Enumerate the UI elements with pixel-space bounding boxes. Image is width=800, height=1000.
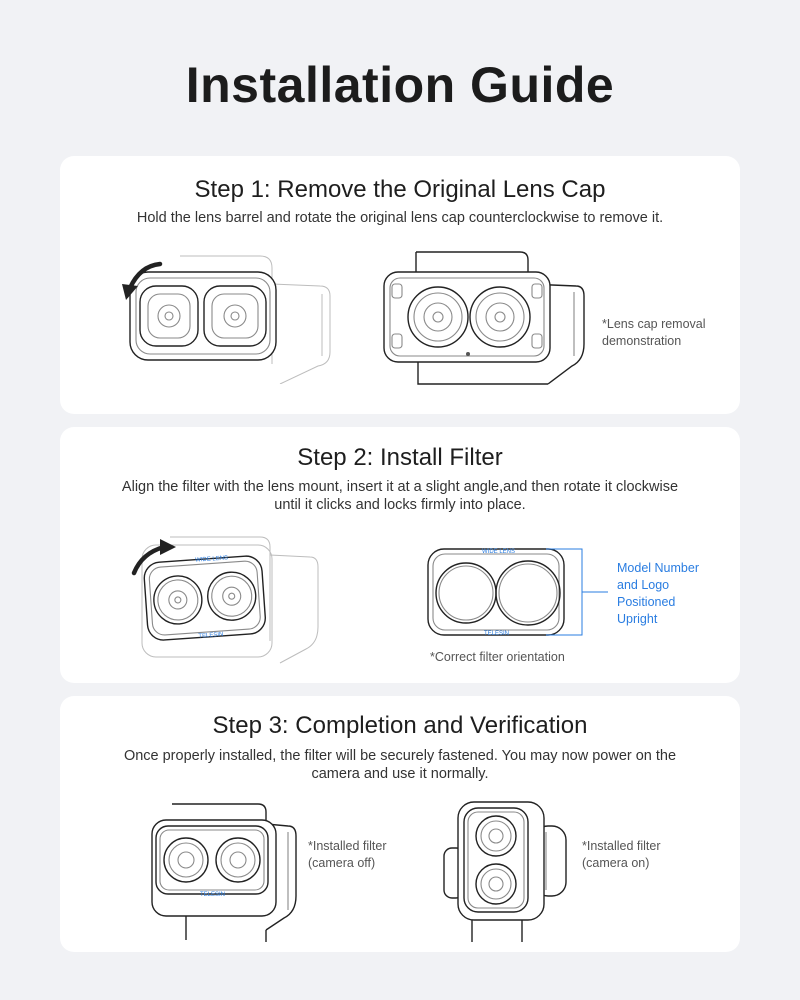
installed-off-bottom-label: TELESIN — [200, 892, 226, 898]
note-on-line-1: *Installed filter — [582, 839, 661, 853]
step-3-note-on — [582, 838, 661, 872]
note-off-line-2: (camera off) — [308, 856, 376, 870]
step-2-description: Align the filter with the lens mount, insert it at a slight angle,and then rotate it clockwise until it clicks and locks firmly into place. — [121, 479, 679, 513]
camera-lens-exposed-illustration — [378, 244, 588, 389]
filter-face-bottom-label: TELESIN — [484, 631, 510, 637]
filter-top-label: WIDE LENS — [194, 555, 229, 564]
filter-orientation-illustration — [426, 545, 646, 641]
step-1-note-line-2: demonstration — [602, 334, 682, 348]
filter-face-top-label: WIDE LENS — [482, 549, 516, 555]
note-on-line-2: (camera on) — [582, 856, 650, 870]
callout-line-3: Positioned — [617, 595, 676, 609]
installed-filter-off-illustration — [146, 800, 306, 950]
filter-orientation-callout — [617, 560, 699, 628]
lens-cap-camera-illustration — [110, 244, 340, 384]
callout-line-4: Upright — [617, 612, 658, 626]
step-1-description: Hold the lens barrel and rotate the original lens cap counterclockwise to remove it. — [136, 210, 664, 226]
step-3-description: Once properly installed, the filter will be securely fastened. You may now power on the camera and use it normally. — [123, 748, 677, 782]
filter-bottom-label: TELESIN — [198, 631, 224, 640]
installed-filter-on-illustration — [442, 798, 572, 948]
step-3-note-off — [308, 838, 387, 872]
step-2-title: Step 2: Install Filter — [297, 444, 503, 471]
callout-line-1: Model Number — [617, 561, 699, 575]
step-3-card — [60, 696, 740, 952]
step-1-note — [602, 316, 706, 350]
step-1-note-line-1: *Lens cap removal — [602, 317, 706, 331]
note-off-line-1: *Installed filter — [308, 839, 387, 853]
step-2-card — [60, 427, 740, 683]
filter-install-illustration — [120, 531, 330, 666]
step-1-title: Step 1: Remove the Original Lens Cap — [194, 176, 606, 203]
callout-line-2: and Logo — [617, 578, 670, 592]
step-3-title: Step 3: Completion and Verification — [212, 712, 588, 739]
step-2-note: *Correct filter orientation — [430, 650, 565, 664]
page-title: Installation Guide — [185, 57, 615, 113]
step-1-card — [60, 156, 740, 414]
